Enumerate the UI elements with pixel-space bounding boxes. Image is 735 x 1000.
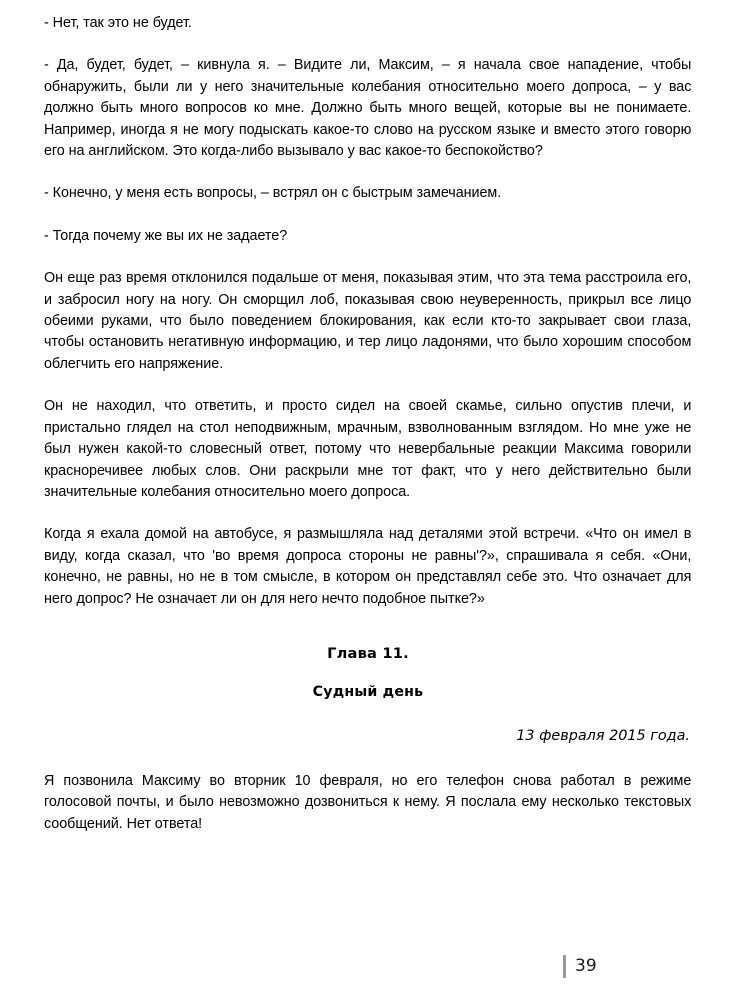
chapter-title-spacer [44,662,692,684]
paragraph-spacer [44,380,692,395]
paragraph-spacer [44,39,692,54]
paragraph-2-text: - Да, будет, будет, – кивнула я. – Видите ли, Максим, – я начала свое нападение, чтобы обнаружить, были ли у него значительные колебания относительно моего допроса, – у вас должно быть много вопросов ко мне. Должно быть много вещей, которые вы не понимаете. Например, иногда я не могу подыскать какое-то слово на русском языке и вместо этого говорю его на английском. Это когда-либо вызывало у вас какое-то беспокойство? [44,56,692,160]
page-number: 39 [575,956,597,976]
paragraph-6 [44,395,692,502]
paragraph-5-text: Он еще раз время отклонился подальше от меня, показывая этим, что эта тема расстроила его, и забросил ногу на ногу. Он сморщил лоб, показывая свою неуверенность, прикрыл все лицо обеими руками, что было поведением блокирования, как если кто-то закрывает свои глаза, чтобы остановить негативную информацию, и тер лицо ладонями, что было хорошим способом облегчить его напряжение. [44,269,692,372]
page-number-group [563,955,597,978]
closing-spacer [44,744,692,770]
chapter-subtitle: Судный день [312,683,424,700]
paragraph-5 [44,267,692,374]
paragraph-spacer [44,167,692,182]
paragraph-spacer [44,508,692,523]
paragraph-7-text: Когда я ехала домой на автобусе, я размышляла над деталями этой встречи. «Что он имел в виду, когда сказал, что 'во время допроса стороны не равны'?», спрашивала я себя. «Они, конечно, не равны, но не в том смысле, в котором он представлял себе это. Что означает для него допрос? Не означает ли он для него нечто подобное пытке?» [44,525,692,607]
paragraph-3 [44,182,692,203]
paragraph-8-text: Я позвонила Максиму во вторник 10 февраля, но его телефон снова работал в режиме голосовой почты, и было невозможно дозвониться к нему. Я послала ему несколько текстовых сообщений. Нет ответа! [44,771,692,832]
paragraph-6-text: Он не находил, что ответить, и просто сидел на своей скамье, сильно опустив плечи, и пристально глядел на стол неподвижным, мрачным, взволнованным взглядом. Но мне уже не был нужен какой-то словесный ответ, потому что невербальные реакции Максима говорили красноречивее любых слов. Они раскрыли мне тот факт, что у него действительно были значительные колебания относительно моего допроса. [44,397,692,500]
paragraph-3-text: - Конечно, у меня есть вопросы, – встрял он с быстрым замечанием. [44,184,502,202]
paragraph-2 [44,54,692,161]
paragraph-1-text: - Нет, так это не будет. [44,14,192,31]
paragraph-4-text: - Тогда почему же вы их не задаете? [44,226,288,244]
chapter-date: 13 февраля 2015 года. [516,727,690,744]
paragraph-7 [44,523,692,609]
paragraph-4 [44,225,692,246]
paragraph-1 [44,12,692,33]
page-number-rule [563,955,566,978]
paragraph-8 [44,770,692,834]
page-footer [0,955,735,985]
page-content [44,12,692,834]
paragraph-spacer [44,252,692,267]
chapter-title: Глава 11. [327,644,409,662]
chapter-top-spacer [44,615,692,645]
chapter-date-spacer [44,700,692,728]
paragraph-spacer [44,210,692,225]
